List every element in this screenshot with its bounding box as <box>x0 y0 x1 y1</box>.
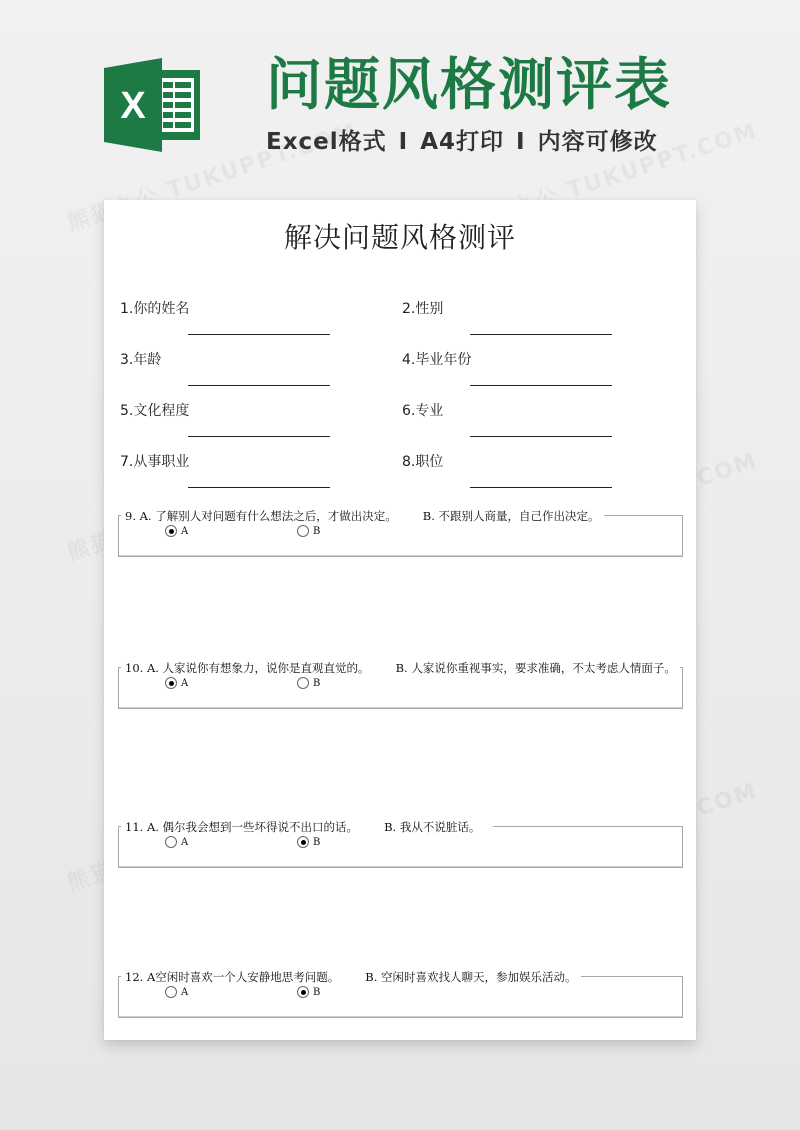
option-a-text: 11. A. 偶尔我会想到一些坏得说不出口的话。 <box>125 820 359 834</box>
field-label-major: 6.专业 <box>402 403 444 419</box>
field-input-education[interactable] <box>188 436 330 437</box>
field-input-graduation-year[interactable] <box>470 385 612 386</box>
field-input-position[interactable] <box>470 487 612 488</box>
radio-option-a[interactable] <box>165 836 188 848</box>
option-b-text: B. 空闲时喜欢找人聊天，参加娱乐活动。 <box>365 970 577 984</box>
subtitle-print: A4打印 <box>420 129 505 155</box>
subtitle-format: Excel格式 <box>266 129 387 155</box>
option-b-text: B. 我从不说脏话。 <box>384 820 481 834</box>
radio-option-a[interactable] <box>165 986 188 998</box>
question-text <box>125 661 680 675</box>
radio-label: B <box>313 836 321 848</box>
question-9 <box>118 509 683 557</box>
field-input-occupation[interactable] <box>188 487 330 488</box>
radio-label: A <box>181 525 189 537</box>
question-10 <box>118 661 683 709</box>
field-label-position: 8.职位 <box>402 454 444 470</box>
radio-unchecked-icon[interactable] <box>165 986 177 998</box>
radio-label: A <box>181 986 189 998</box>
radio-label: A <box>181 677 189 689</box>
field-label-gender: 2.性别 <box>402 301 444 317</box>
radio-option-b[interactable] <box>297 986 320 998</box>
radio-option-a[interactable] <box>165 677 188 689</box>
radio-option-b[interactable] <box>297 525 320 537</box>
excel-logo-icon <box>104 58 204 152</box>
subtitle-separator: I <box>398 129 409 155</box>
document-title: 解决问题风格测评 <box>283 221 516 254</box>
question-12 <box>118 970 683 1018</box>
field-label-age: 3.年龄 <box>120 352 162 368</box>
field-label-graduation-year: 4.毕业年份 <box>402 352 472 368</box>
field-input-age[interactable] <box>188 385 330 386</box>
headline-subtitle <box>266 127 658 157</box>
option-b-text: B. 人家说你重视事实，要求准确，不太考虑人情面子。 <box>395 661 676 675</box>
field-input-gender[interactable] <box>470 334 612 335</box>
field-label-occupation: 7.从事职业 <box>120 454 190 470</box>
option-a-text: 10. A. 人家说你有想象力，说你是直观直觉的。 <box>125 661 370 675</box>
radio-option-a[interactable] <box>165 525 188 537</box>
radio-unchecked-icon[interactable] <box>297 525 309 537</box>
question-text <box>125 820 484 834</box>
radio-unchecked-icon[interactable] <box>165 836 177 848</box>
radio-option-b[interactable] <box>297 836 320 848</box>
svg-text:X: X <box>120 85 146 127</box>
radio-label: B <box>313 525 321 537</box>
question-text <box>125 509 604 523</box>
question-text <box>125 970 581 984</box>
option-a-text: 9. A. 了解别人对问题有什么想法之后，才做出决定。 <box>125 509 397 523</box>
radio-label: B <box>313 986 321 998</box>
radio-option-b[interactable] <box>297 677 320 689</box>
field-label-education: 5.文化程度 <box>120 403 190 419</box>
field-input-name[interactable] <box>188 334 330 335</box>
field-input-major[interactable] <box>470 436 612 437</box>
subtitle-editable: 内容可修改 <box>537 129 658 155</box>
radio-checked-icon[interactable] <box>297 986 309 998</box>
field-label-name: 1.你的姓名 <box>120 301 190 317</box>
radio-label: A <box>181 836 189 848</box>
radio-checked-icon[interactable] <box>165 677 177 689</box>
option-b-text: B. 不跟别人商量，自己作出决定。 <box>422 509 600 523</box>
option-a-text: 12. A空闲时喜欢一个人安静地思考问题。 <box>125 970 340 984</box>
radio-label: B <box>313 677 321 689</box>
radio-checked-icon[interactable] <box>297 836 309 848</box>
headline-title: 问题风格测评表 <box>266 53 672 118</box>
subtitle-separator: I <box>516 129 526 155</box>
question-11 <box>118 820 683 868</box>
document-page <box>104 200 696 1040</box>
radio-checked-icon[interactable] <box>165 525 177 537</box>
radio-unchecked-icon[interactable] <box>297 677 309 689</box>
